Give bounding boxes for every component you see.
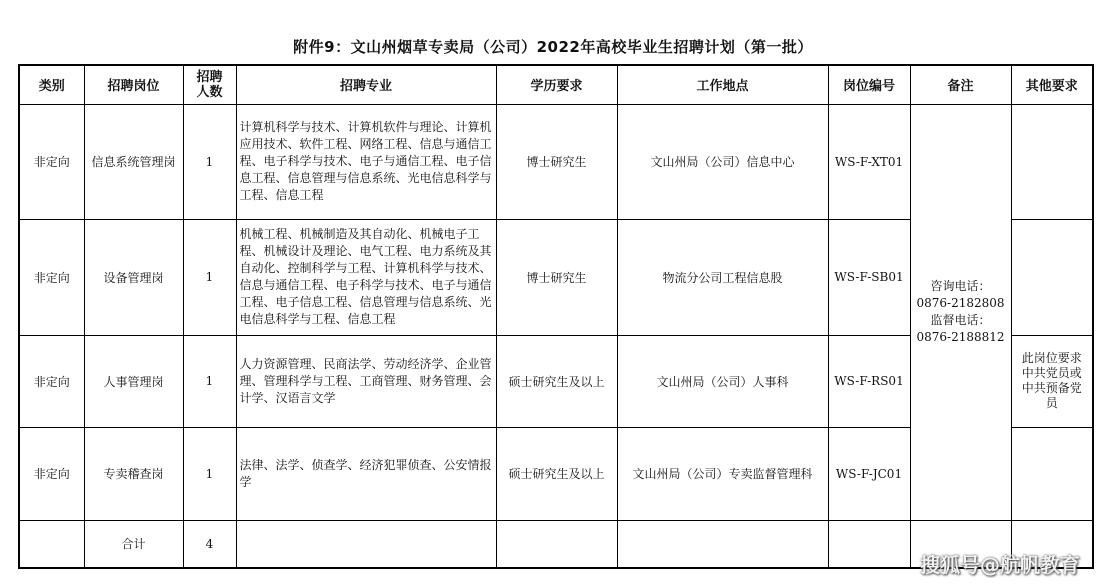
table-row xyxy=(19,104,1093,219)
remarks-cell xyxy=(910,104,1011,520)
total-label: 合计 xyxy=(84,520,183,568)
row-count: 1 xyxy=(183,427,236,520)
header-education: 学历要求 xyxy=(496,65,617,104)
total-empty xyxy=(617,520,828,568)
row-position: 信息系统管理岗 xyxy=(84,104,183,219)
total-empty xyxy=(236,520,496,568)
supervise-label: 监督电话： xyxy=(930,313,991,327)
header-position: 招聘岗位 xyxy=(84,65,183,104)
header-count-line2: 人数 xyxy=(196,84,223,100)
row-major: 人力资源管理、民商法学、劳动经济学、企业管理、管理科学与工程、工商管理、财务管理、会计学、汉语言文学 xyxy=(236,335,496,427)
row-major: 计算机科学与技术、计算机软件与理论、计算机应用技术、软件工程、网络工程、信息与通信工程、电子科学与技术、电子与通信工程、电子信息工程、信息管理与信息系统、光电信息科学与工程、信息工程 xyxy=(236,104,496,219)
row-position: 设备管理岗 xyxy=(84,219,183,335)
total-count: 4 xyxy=(183,520,236,568)
row-location: 文山州局（公司）专卖监督管理科 xyxy=(617,427,828,520)
row-education: 硕士研究生及以上 xyxy=(496,427,617,520)
header-remarks: 备注 xyxy=(910,65,1011,104)
row-major: 法律、法学、侦查学、经济犯罪侦查、公安情报学 xyxy=(236,427,496,520)
row-code: WS-F-SB01 xyxy=(828,219,910,335)
watermark: 搜狐号@航帆教育 xyxy=(920,553,1080,577)
header-count-line1: 招聘 xyxy=(196,69,223,85)
row-category: 非定向 xyxy=(19,427,84,520)
row-category: 非定向 xyxy=(19,104,84,219)
row-position: 专卖稽查岗 xyxy=(84,427,183,520)
row-other: 此岗位要求中共党员或中共预备党员 xyxy=(1011,335,1093,427)
row-count: 1 xyxy=(183,335,236,427)
header-count xyxy=(183,65,236,104)
row-other xyxy=(1011,427,1093,520)
row-education: 博士研究生 xyxy=(496,219,617,335)
row-education: 博士研究生 xyxy=(496,104,617,219)
header-row xyxy=(19,65,1093,104)
row-location: 文山州局（公司）人事科 xyxy=(617,335,828,427)
consult-label: 咨询电话： xyxy=(930,279,991,293)
row-location: 物流分公司工程信息股 xyxy=(617,219,828,335)
total-empty xyxy=(496,520,617,568)
row-count: 1 xyxy=(183,104,236,219)
row-category: 非定向 xyxy=(19,335,84,427)
header-category: 类别 xyxy=(19,65,84,104)
row-major: 机械工程、机械制造及其自动化、机械电子工程、机械设计及理论、电气工程、电力系统及其自动化、控制科学与工程、计算机科学与技术、信息与通信工程、电子科学与技术、电子与通信工程、电子信息工程、信息管理与信息系统、光电信息科学与工程、信息工程 xyxy=(236,219,496,335)
row-code: WS-F-XT01 xyxy=(828,104,910,219)
row-category: 非定向 xyxy=(19,219,84,335)
row-count: 1 xyxy=(183,219,236,335)
total-empty xyxy=(828,520,910,568)
row-code: WS-F-JC01 xyxy=(828,427,910,520)
recruitment-table xyxy=(18,64,1094,569)
header-major: 招聘专业 xyxy=(236,65,496,104)
row-education: 硕士研究生及以上 xyxy=(496,335,617,427)
total-empty xyxy=(19,520,84,568)
header-other: 其他要求 xyxy=(1011,65,1093,104)
row-location: 文山州局（公司）信息中心 xyxy=(617,104,828,219)
row-other xyxy=(1011,104,1093,219)
page-title: 附件9：文山州烟草专卖局（公司）2022年高校毕业生招聘计划（第一批） xyxy=(293,38,813,56)
consult-phone: 0876-2182808 xyxy=(916,296,1005,310)
supervise-phone: 0876-2188812 xyxy=(916,330,1005,344)
row-position: 人事管理岗 xyxy=(84,335,183,427)
row-code: WS-F-RS01 xyxy=(828,335,910,427)
row-other xyxy=(1011,219,1093,335)
header-code: 岗位编号 xyxy=(828,65,910,104)
header-location: 工作地点 xyxy=(617,65,828,104)
